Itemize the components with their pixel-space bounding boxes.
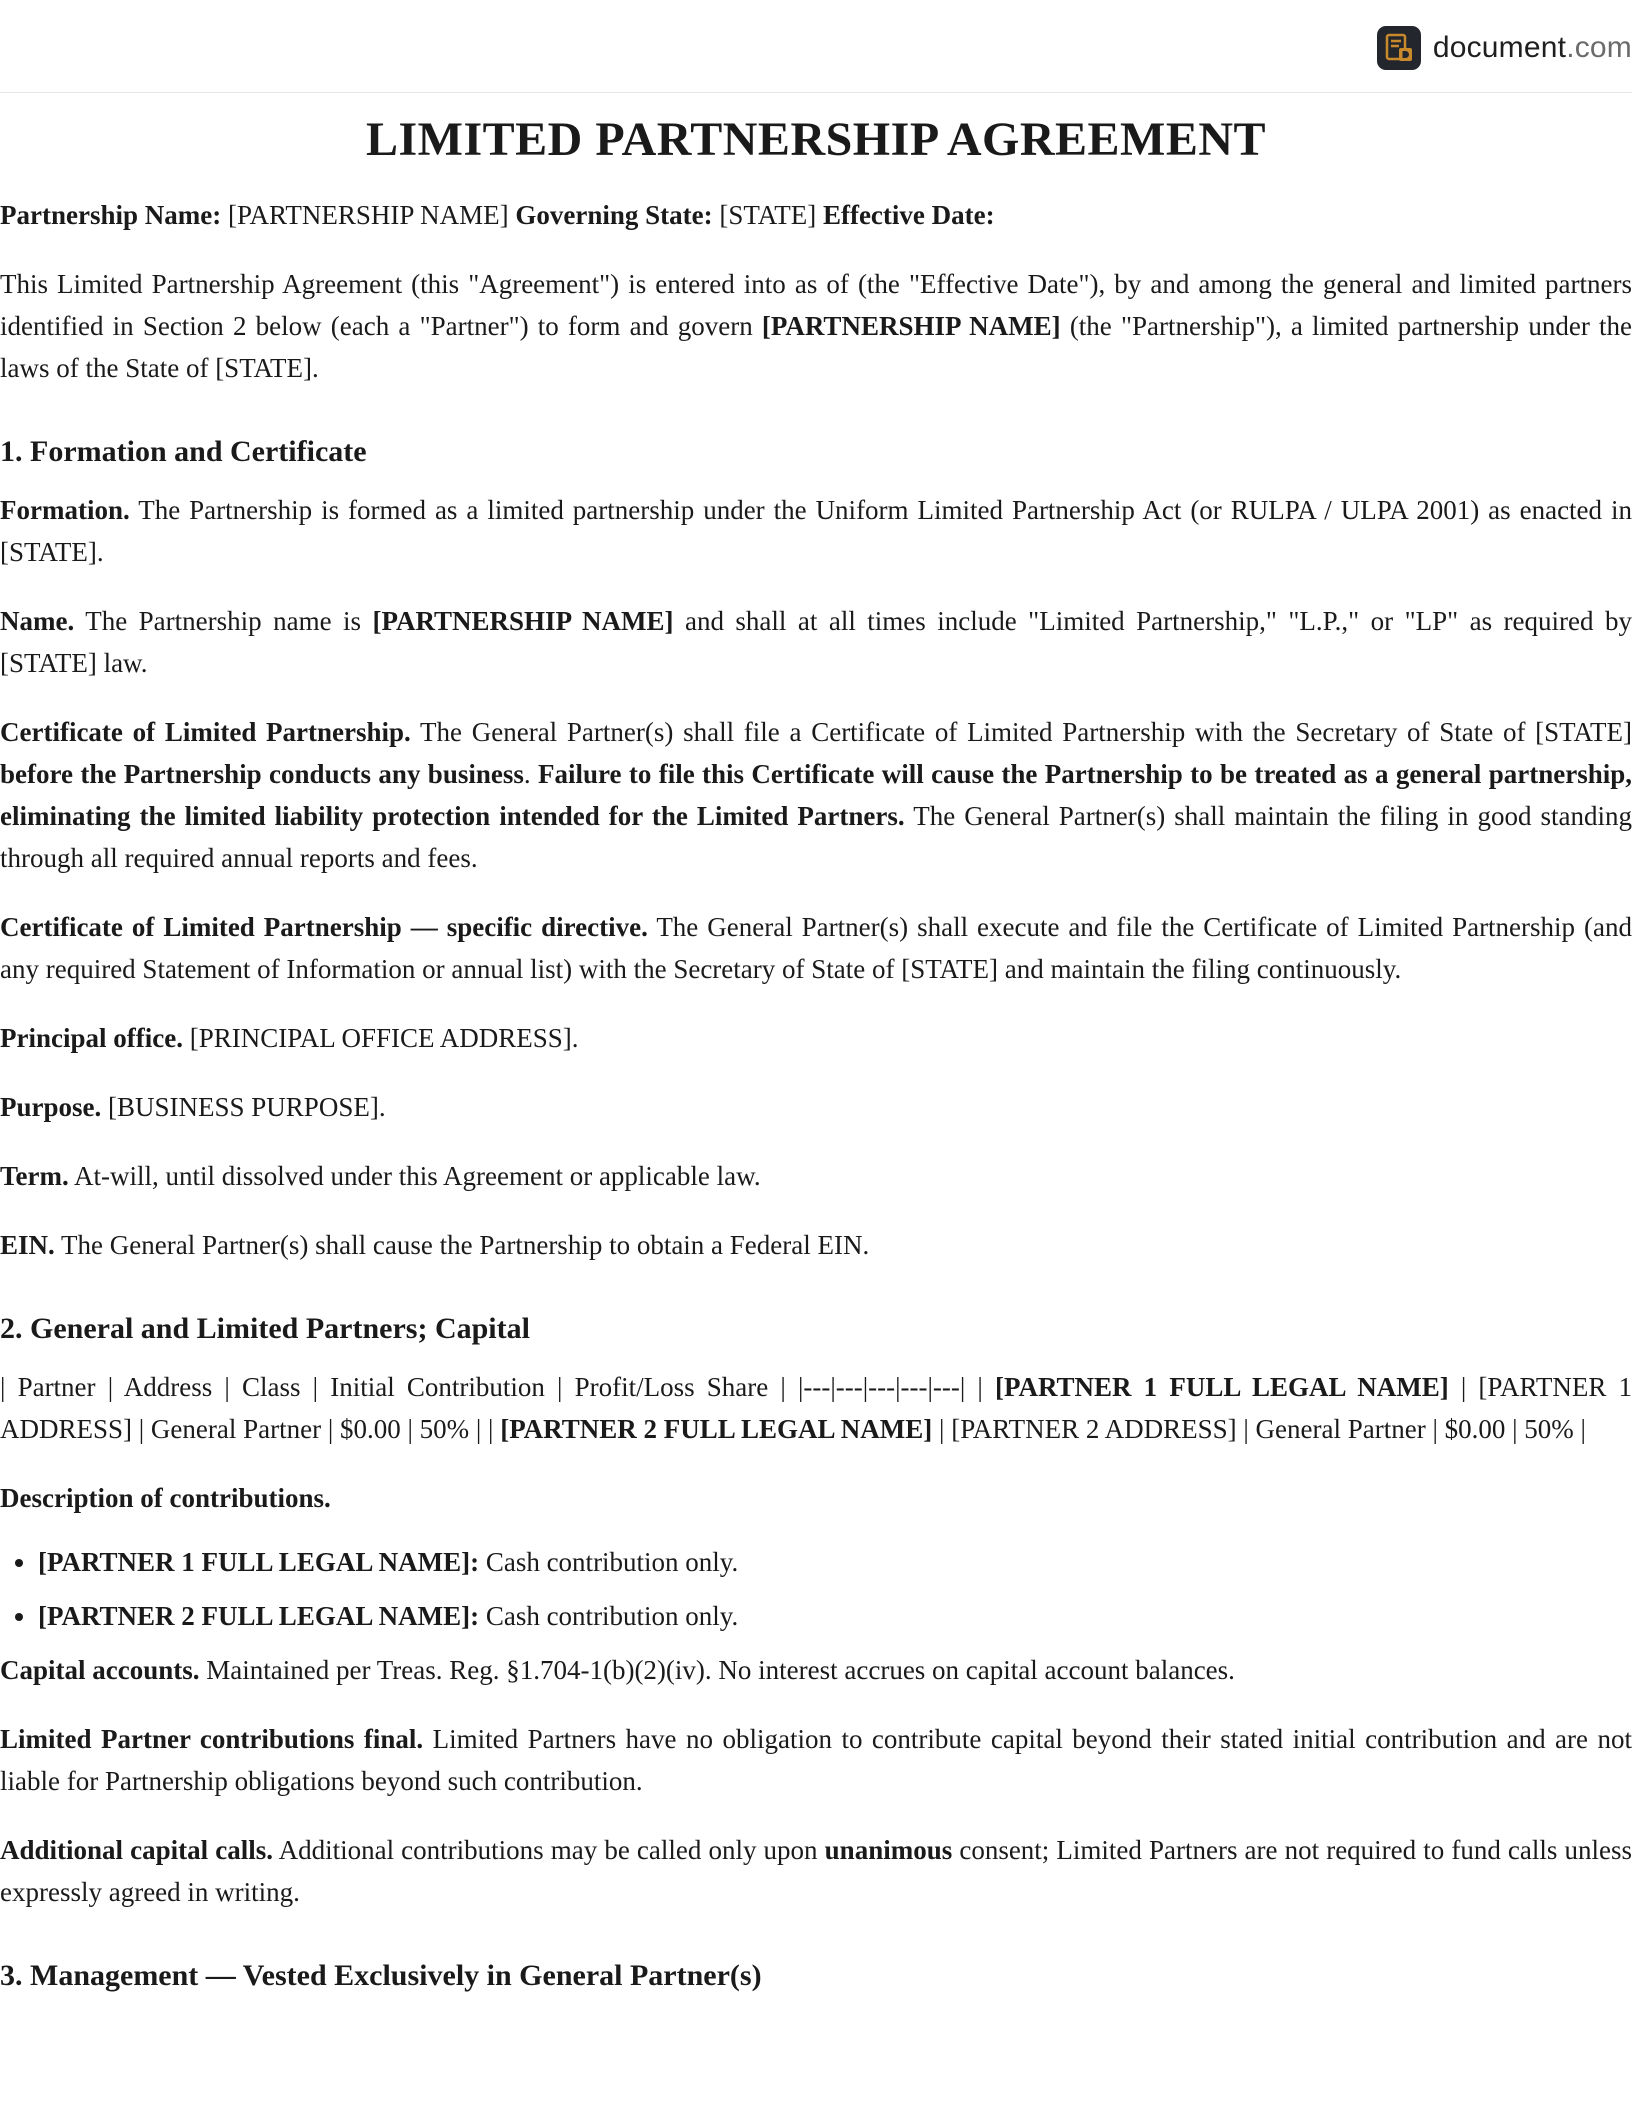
- contributions-label: Description of contributions.: [0, 1483, 331, 1513]
- principal-office-paragraph: Principal office. [PRINCIPAL OFFICE ADDRESS].: [0, 1023, 579, 1053]
- agreement-meta: Partnership Name: [PARTNERSHIP NAME] Governing State: [STATE] Effective Date:: [0, 200, 995, 230]
- capital-calls-paragraph: Additional capital calls. Additional contributions may be called only upon unanimous consent; Limited Partners are not required to fund calls unless expressly agreed in writing.: [0, 1835, 1632, 1907]
- brand-name: document.com: [1432, 31, 1632, 64]
- section-2-heading: 2. General and Limited Partners; Capital: [0, 1312, 530, 1345]
- purpose-paragraph: Purpose. [BUSINESS PURPOSE].: [0, 1092, 386, 1122]
- name-paragraph: Name. The Partnership name is [PARTNERSHIP NAME] and shall at all times include "Limited Partnership," "L.P.," or "LP" as required by [STATE] law.: [0, 606, 1632, 678]
- section-3-heading: 3. Management — Vested Exclusively in General Partner(s): [0, 1959, 762, 1992]
- document-logo-icon: [1377, 26, 1421, 70]
- certificate-directive-paragraph: Certificate of Limited Partnership — specific directive. The General Partner(s) shall execute and file the Certificate of Limited Partnership (and any required Statement of Information or annual list) with the Secretary of State of [STATE] and maintain the filing continuously.: [0, 912, 1632, 984]
- document-body: [0, 108, 1632, 1997]
- capital-accounts-paragraph: Capital accounts. Maintained per Treas. Reg. §1.704-1(b)(2)(iv). No interest accrues on capital account balances.: [0, 1655, 1235, 1685]
- list-item: • [PARTNER 2 FULL LEGAL NAME]: Cash contribution only.: [38, 1595, 1632, 1637]
- ein-paragraph: EIN. The General Partner(s) shall cause the Partnership to obtain a Federal EIN.: [0, 1230, 870, 1260]
- lp-contributions-paragraph: Limited Partner contributions final. Limited Partners have no obligation to contribute capital beyond their stated initial contribution and are not liable for Partnership obligations beyond such contribution.: [0, 1724, 1632, 1796]
- contributions-list: [0, 1541, 1632, 1637]
- top-bar: [0, 0, 1632, 93]
- term-paragraph: Term. At-will, until dissolved under this Agreement or applicable law.: [0, 1161, 761, 1191]
- certificate-paragraph: Certificate of Limited Partnership. The General Partner(s) shall file a Certificate of Limited Partnership with the Secretary of State of [STATE] before the Partnership conducts any business. Failure to file this Certificate will cause the Partnership to be treated as a general partnership, eliminating the limited liability protection intended for the Limited Partners. The General Partner(s) shall maintain the filing in good standing through all required annual reports and fees.: [0, 717, 1632, 873]
- section-1-heading: 1. Formation and Certificate: [0, 435, 367, 468]
- formation-paragraph: Formation. The Partnership is formed as a limited partnership under the Uniform Limited Partnership Act (or RULPA / ULPA 2001) as enacted in [STATE].: [0, 495, 1632, 567]
- brand-logo[interactable]: [1377, 26, 1632, 70]
- intro-paragraph: This Limited Partnership Agreement (this "Agreement") is entered into as of (the "Effective Date"), by and among the general and limited partners identified in Section 2 below (each a "Partner") to form and govern [PARTNERSHIP NAME] (the "Partnership"), a limited partnership under the laws of the State of [STATE].: [0, 269, 1632, 383]
- partners-table-text: | Partner | Address | Class | Initial Contribution | Profit/Loss Share | |---|---|---|---|---| | [PARTNER 1 FULL LEGAL NAME] | [PARTNER 1 ADDRESS] | General Partner | $0.00 | 50% | | [PARTNER 2 FULL LEGAL NAME] | [PARTNER 2 ADDRESS] | General Partner | $0.00 | 50% |: [0, 1372, 1632, 1444]
- document-title: LIMITED PARTNERSHIP AGREEMENT: [365, 113, 1267, 166]
- list-item: • [PARTNER 1 FULL LEGAL NAME]: Cash contribution only.: [38, 1541, 1632, 1583]
